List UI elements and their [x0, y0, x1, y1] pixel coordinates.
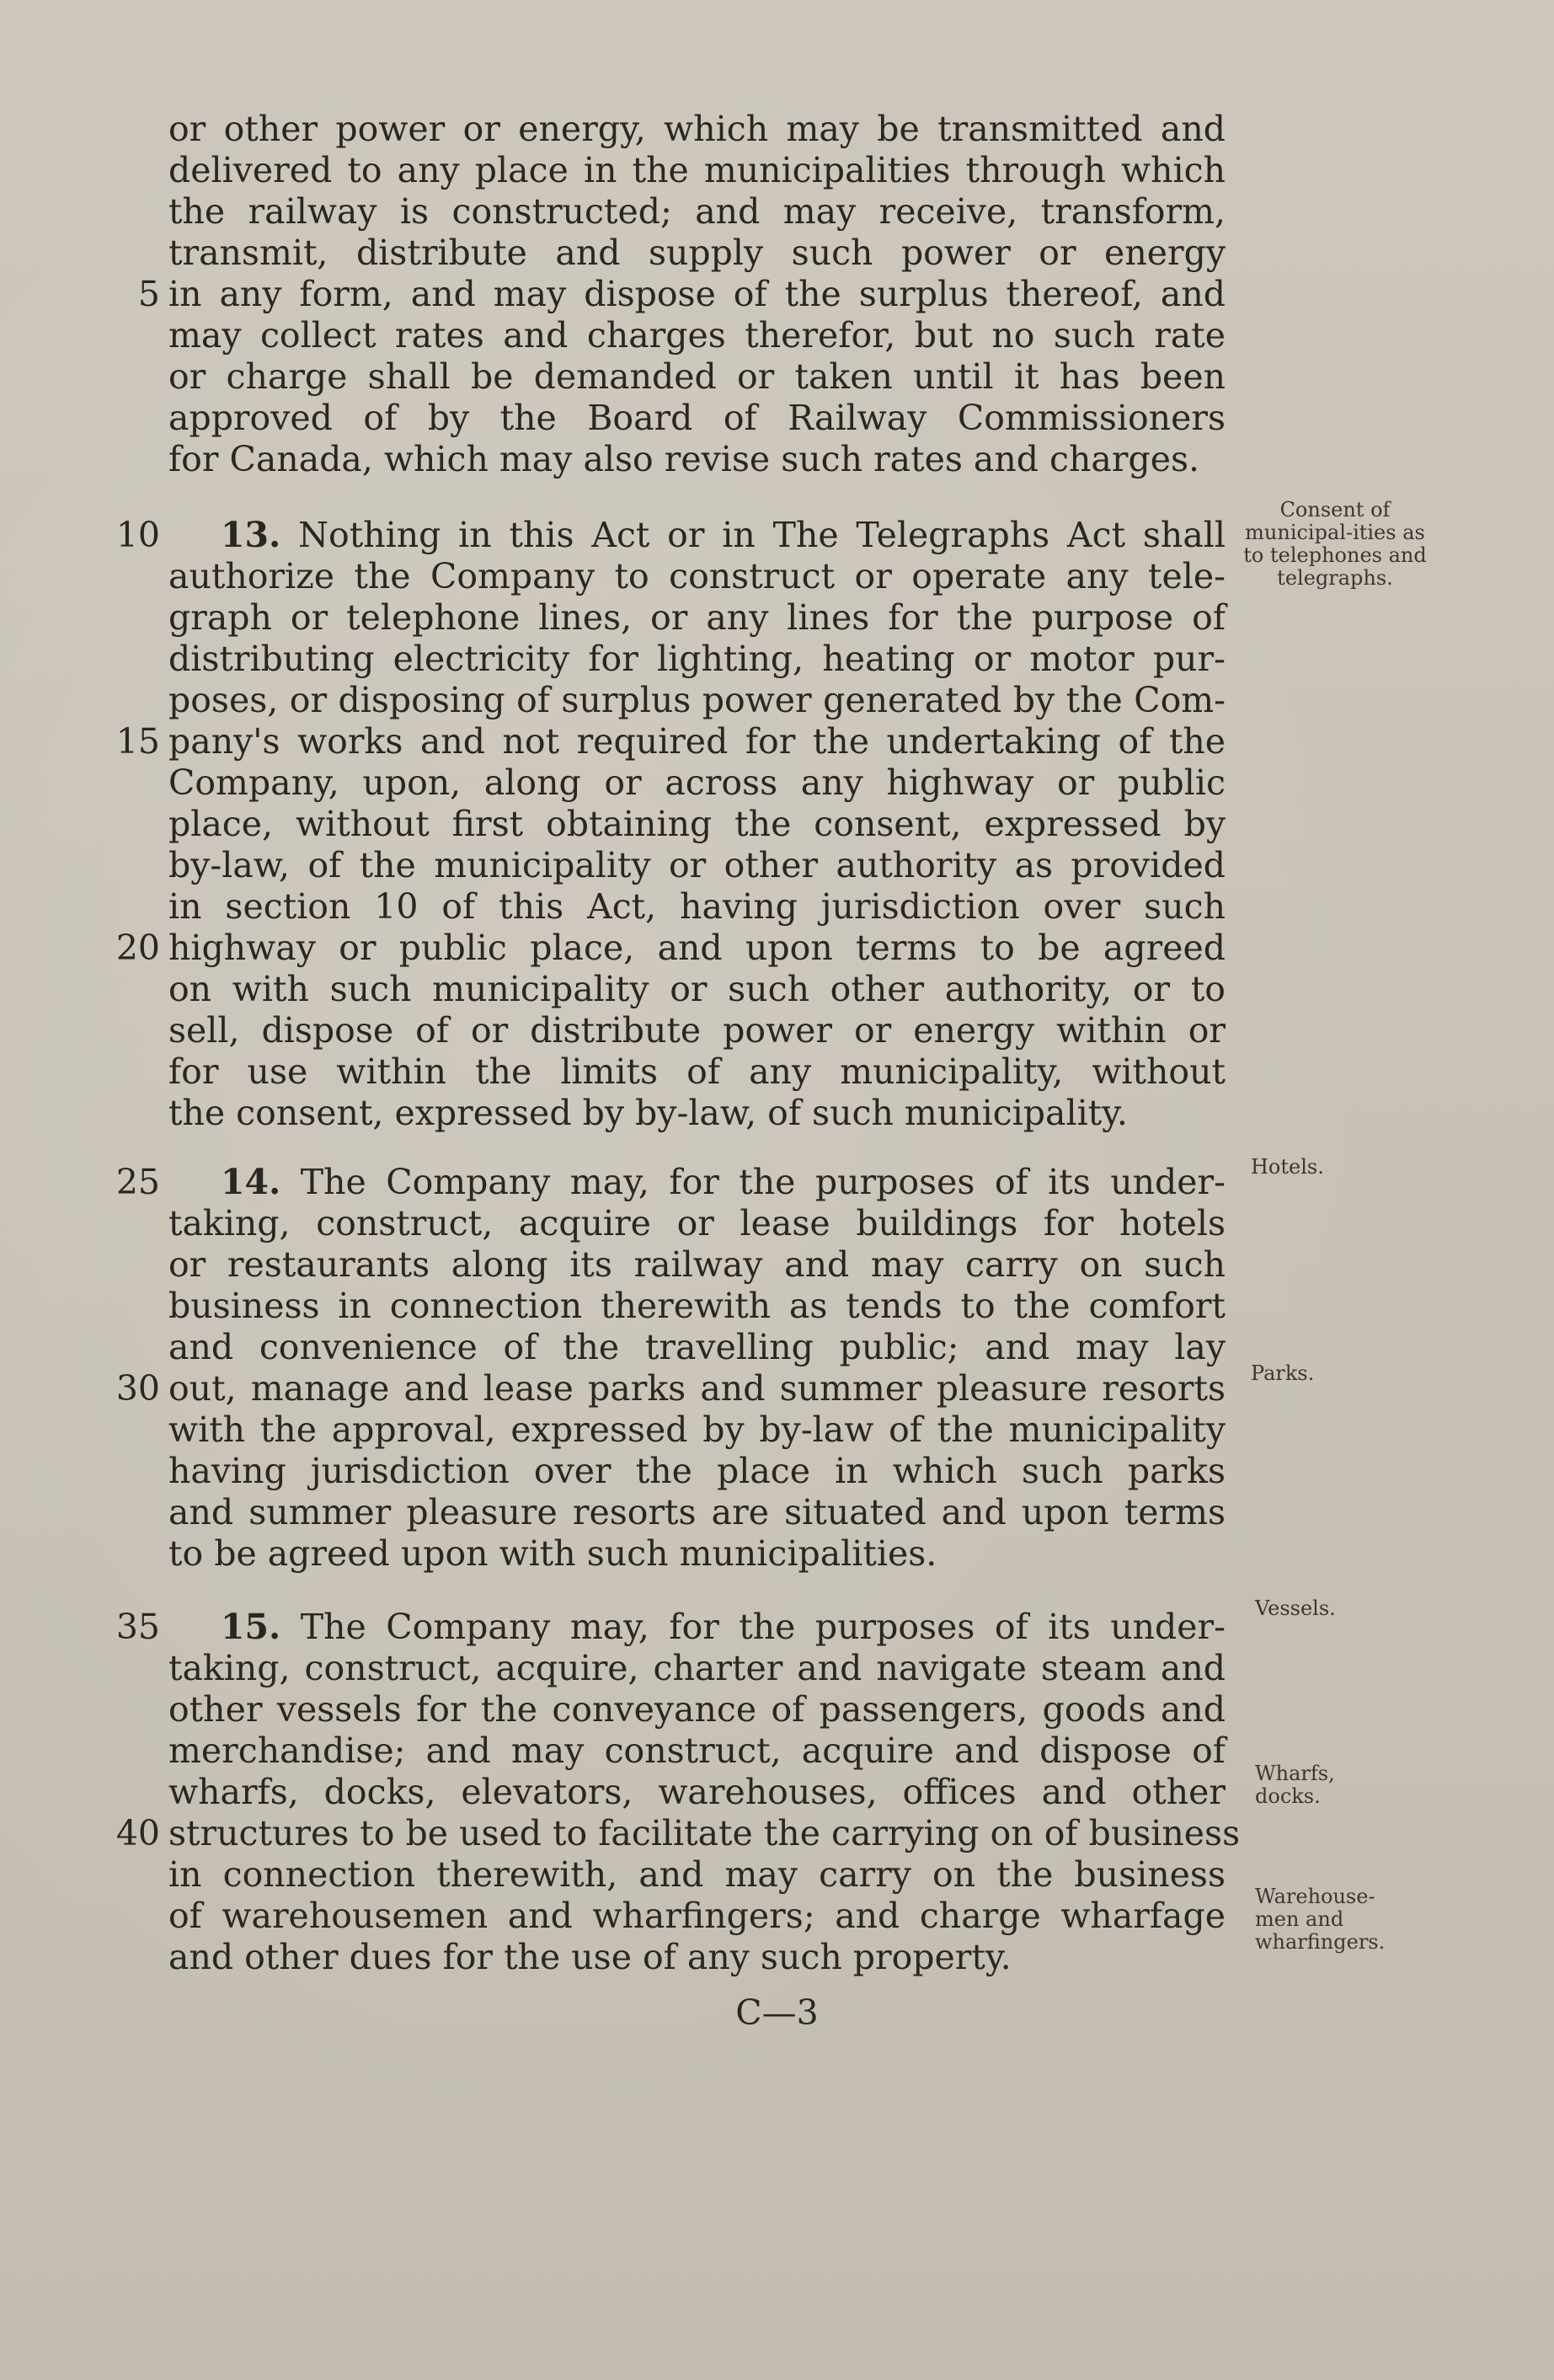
text-line: on with such municipality or such other authority, or to	[168, 969, 1226, 1009]
text-line: for Canada, which may also revise such rates and charges.	[168, 439, 1200, 479]
section-14-heading	[168, 1161, 1226, 1203]
text-line: may collect rates and charges therefor, but no such rate	[168, 315, 1226, 356]
line-number: 35	[115, 1607, 160, 1647]
section-number: 13.	[221, 515, 281, 555]
text-line: poses, or disposing of surplus power generated by the Com-	[168, 680, 1226, 720]
text-line: sell, dispose of or distribute power or energy within or	[168, 1010, 1226, 1051]
section-number: 15.	[221, 1607, 281, 1647]
text-line: distributing electricity for lighting, heating or motor pur-	[168, 639, 1226, 679]
text-line: or other power or energy, which may be transmitted and	[168, 109, 1226, 149]
text-line: out, manage and lease parks and summer pleasure resorts	[168, 1368, 1226, 1409]
text-line: graph or telephone lines, or any lines for the purpose of	[168, 597, 1226, 638]
text-line: or charge shall be demanded or taken until it has been	[168, 356, 1226, 397]
text-line: of warehousemen and wharfingers; and charge wharfage	[168, 1896, 1226, 1936]
marginal-note: Vessels.	[1255, 1596, 1336, 1620]
line-number: 15	[115, 721, 160, 762]
line-number: 25	[115, 1162, 160, 1202]
text-line: pany's works and not required for the undertaking of the	[168, 721, 1226, 762]
text-line: and other dues for the use of any such property.	[168, 1937, 1012, 1977]
text-line: by-law, of the municipality or other authority as provided	[168, 845, 1226, 885]
text-line: taking, construct, acquire or lease buildings for hotels	[168, 1203, 1226, 1243]
page-signature: C—3	[735, 1992, 819, 2033]
marginal-note: Parks.	[1251, 1361, 1315, 1385]
text-line: having jurisdiction over the place in which such parks	[168, 1451, 1226, 1491]
marginal-note: Wharfs, docks.	[1255, 1762, 1335, 1808]
marginal-note: Consent of municipal-ities as to telephones and telegraphs.	[1243, 498, 1427, 590]
text-line: and summer pleasure resorts are situated and upon terms	[168, 1492, 1226, 1532]
text-line: transmit, distribute and supply such power or energy	[168, 233, 1226, 273]
text-line: Nothing in this Act or in The Telegraphs Act shall	[298, 515, 1226, 555]
text-line: in section 10 of this Act, having jurisdiction over such	[168, 886, 1226, 927]
text-line: the railway is constructed; and may receive, transform,	[168, 191, 1226, 232]
text-line: delivered to any place in the municipalities through which	[168, 150, 1226, 190]
text-line: approved of by the Board of Railway Commissioners	[168, 398, 1226, 438]
text-line: authorize the Company to construct or operate any tele-	[168, 556, 1226, 596]
text-line: The Company may, for the purposes of its under-	[300, 1607, 1226, 1647]
text-line: for use within the limits of any municipality, without	[168, 1051, 1226, 1092]
text-line: business in connection therewith as tends to the comfort	[168, 1286, 1226, 1326]
text-line: the consent, expressed by by-law, of such municipality.	[168, 1093, 1128, 1133]
text-line: structures to be used to facilitate the carrying on of business	[168, 1813, 1241, 1853]
text-line: place, without first obtaining the consent, expressed by	[168, 804, 1226, 844]
text-line: Company, upon, along or across any highway or public	[168, 762, 1226, 803]
text-line: The Company may, for the purposes of its under-	[300, 1162, 1226, 1202]
line-number: 40	[115, 1813, 160, 1853]
text-line: merchandise; and may construct, acquire and dispose of	[168, 1730, 1226, 1771]
marginal-note: Warehouse-men and wharfingers.	[1255, 1885, 1386, 1954]
text-line: to be agreed upon with such municipalities.	[168, 1533, 937, 1574]
text-line: in any form, and may dispose of the surplus thereof, and	[168, 274, 1226, 314]
text-line: wharfs, docks, elevators, warehouses, offices and other	[168, 1772, 1226, 1812]
line-number: 30	[115, 1368, 160, 1409]
text-line: and convenience of the travelling public; and may lay	[168, 1327, 1226, 1367]
line-number: 5	[137, 274, 160, 314]
text-line: other vessels for the conveyance of passengers, goods and	[168, 1689, 1226, 1730]
section-13-heading	[168, 514, 1226, 556]
text-line: highway or public place, and upon terms to be agreed	[168, 928, 1226, 968]
section-15-heading	[168, 1606, 1226, 1648]
line-number: 10	[115, 515, 160, 555]
section-number: 14.	[221, 1162, 281, 1202]
line-number: 20	[115, 928, 160, 968]
text-line: taking, construct, acquire, charter and navigate steam and	[168, 1648, 1226, 1688]
marginal-note: Hotels.	[1251, 1155, 1324, 1179]
text-line: or restaurants along its railway and may carry on such	[168, 1244, 1226, 1285]
text-line: in connection therewith, and may carry on the business	[168, 1854, 1226, 1895]
text-line: with the approval, expressed by by-law of the municipality	[168, 1409, 1226, 1450]
